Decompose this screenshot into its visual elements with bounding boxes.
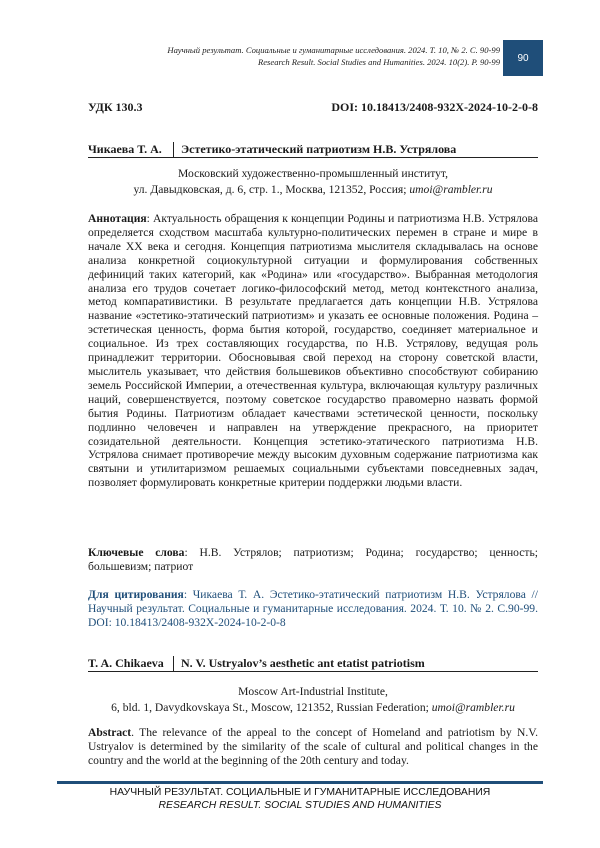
en-email-link[interactable]: umoi@rambler.ru bbox=[431, 701, 515, 714]
journal-citation bbox=[167, 44, 500, 68]
ru-abstract-label: Аннотация bbox=[88, 212, 147, 225]
ru-citation bbox=[88, 588, 538, 630]
en-abstract-label: Abstract bbox=[88, 726, 132, 739]
udk-code: УДК 130.3 bbox=[88, 100, 143, 114]
page-number-badge: 90 bbox=[503, 40, 543, 76]
en-title-bar bbox=[88, 654, 538, 672]
footer-journal-ru: НАУЧНЫЙ РЕЗУЛЬТАТ. СОЦИАЛЬНЫЕ И ГУМАНИТАРНЫЕ ИССЛЕДОВАНИЯ bbox=[109, 787, 491, 798]
en-abstract bbox=[88, 726, 538, 768]
ru-affiliation bbox=[88, 166, 538, 198]
ru-keywords bbox=[88, 546, 538, 574]
en-article-title: N. V. Ustryalov’s aesthetic ant etatist patriotism bbox=[181, 656, 425, 670]
ru-affiliation-institution: Московский художественно-промышленный институт, bbox=[177, 167, 449, 180]
en-author: T. A. Chikaeva bbox=[88, 656, 174, 672]
footer-divider bbox=[57, 781, 543, 784]
en-affiliation bbox=[88, 684, 538, 716]
ru-affiliation-address: ул. Давыдковская, д. 6, стр. 1., Москва, 121352, Россия; umoi@rambler.ru bbox=[133, 183, 493, 196]
journal-citation-en: Research Result. Social Studies and Humanities. 2024. 10(2). P. 90-99 bbox=[257, 57, 500, 67]
ru-email-link[interactable]: umoi@rambler.ru bbox=[409, 183, 493, 196]
ru-title-bar bbox=[88, 140, 538, 158]
ru-keywords-text: : Н.В. Устрялов; патриотизм; Родина; государство; ценность; большевизм; патриот bbox=[88, 546, 538, 573]
ru-article-title: Эстетико-этатический патриотизм Н.В. Устрялова bbox=[181, 142, 457, 156]
ru-keywords-label: Ключевые слова bbox=[88, 546, 185, 559]
ru-abstract bbox=[88, 212, 538, 490]
page-footer bbox=[0, 786, 600, 812]
doi[interactable]: DOI: 10.18413/2408-932X-2024-10-2-0-8 bbox=[331, 100, 538, 114]
ru-citation-text: : Чикаева Т. А. Эстетико-этатический патриотизм Н.В. Устрялова // Научный результат. Социальные и гуманитарные исследования. 2024. Т. 10. № 2. С.90-99. DOI: 10.18413/2408-932X-2024-10-2-0-8 bbox=[88, 588, 538, 629]
en-abstract-text: . The relevance of the appeal to the concept of Homeland and patriotism by N.V. Ustryalov is determined by the similarity of the scale of cultural and political changes in the country and the world at the beginning of the 20th century and today. bbox=[88, 726, 538, 767]
footer-journal-en: RESEARCH RESULT. SOCIAL STUDIES AND HUMANITIES bbox=[158, 800, 442, 811]
running-header bbox=[0, 0, 600, 76]
en-affiliation-address: 6, bld. 1, Davydkovskaya St., Moscow, 121352, Russian Federation; umoi@rambler.ru bbox=[111, 701, 515, 714]
ru-citation-label: Для цитирования bbox=[88, 588, 184, 601]
journal-citation-ru: Научный результат. Социальные и гуманитарные исследования. 2024. Т. 10, № 2. С. 90-99 bbox=[167, 45, 500, 55]
en-affiliation-institution: Moscow Art-Industrial Institute, bbox=[238, 685, 388, 698]
ru-author: Чикаева Т. А. bbox=[88, 142, 174, 158]
ru-abstract-text: : Актуальность обращения к концепции Родины и патриотизма Н.В. Устрялова определяется сходством масштаба культурно-политических перемен в стране и мире в начале XX века и сегодня. Концепция патриотизма мыслителя складывалась на основе анализа конкретной социокультурной ситуации и формулирования собственных дефиниций таких категорий, как «Родина» или «государство». Выбранная методология анализа его трудов сочетает логико-философский метод, метод контекстного анализа, метод компаративистики. В результате предлагается дать концепции Н.В. Устрялова название «эстетико-этатический патриотизм» и указать ее основные положения. Родина – эстетическая ценность, форма бытия которой, государство, соединяет материальное и социальное. Из трех составляющих государства, по Н.В. Устрялову, ведущая роль принадлежит территории. Обосновывая свой переход на сторону советской власти, мыслитель указывает, что действия большевиков объективно способствуют собиранию земель Российской Империи, а отечественная культура, включающая культуру различных наций, совершенствуется, поэтому советское государство правомерно назвать формой бытия Родины. Патриотизм обладает качествами эстетической ценности, поскольку подлинно человечен и направлен на утверждение прекрасного, на приоритет созидательной деятельности. Концепция эстетико-этатического патриотизма Н.В. Устрялова снимает противоречие между высоким духовным содержание патриотизма как святыни и утилитаризмом решаемых социальными субъектами повседневных задач, позволяет формулировать конкретные критерии поддержки людьми власти. bbox=[88, 212, 538, 490]
